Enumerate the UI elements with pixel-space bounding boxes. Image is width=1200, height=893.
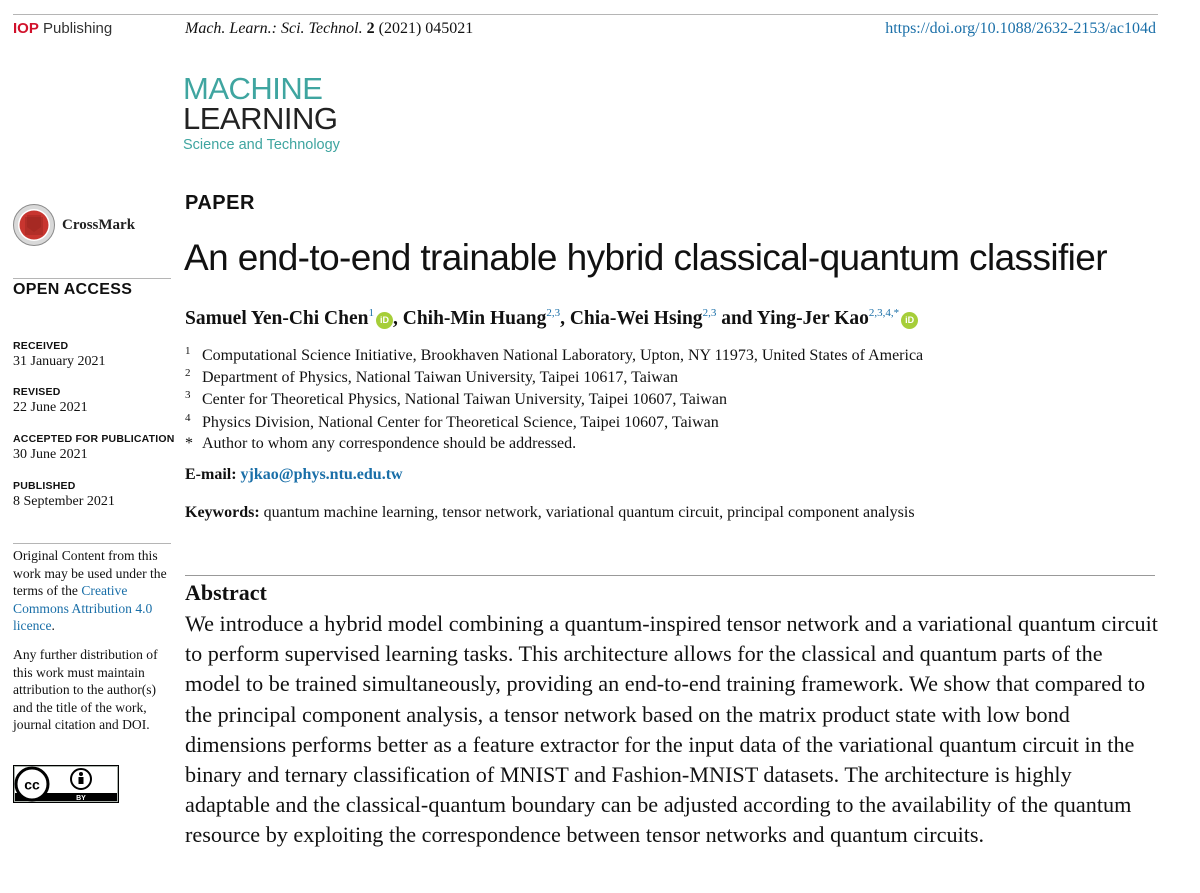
author-separator: , (560, 308, 570, 329)
affiliation-mark: 4 (185, 412, 191, 424)
doi-link[interactable]: https://doi.org/10.1088/2632-2153/ac104d (885, 20, 1156, 37)
publisher-word: Publishing (43, 20, 113, 37)
journal-abbrev: Mach. Learn.: Sci. Technol. (185, 20, 363, 37)
crossmark-label[interactable]: CrossMark (62, 217, 136, 233)
email-label: E-mail: (185, 466, 237, 483)
accepted-date: 30 June 2021 (13, 447, 88, 462)
affiliation-text: Physics Division, National Center for Theoretical Science, Taipei 10607, Taiwan (202, 414, 719, 431)
journal-logo[interactable] (183, 73, 340, 153)
header-divider (13, 14, 1158, 15)
license-suffix: . (51, 618, 55, 633)
author-separator: , (392, 308, 403, 329)
email-link[interactable]: yjkao@phys.ntu.edu.tw (240, 466, 403, 483)
orcid-icon[interactable]: iD (901, 312, 918, 329)
article-title: An end-to-end trainable hybrid classical-quantum classifier (184, 237, 1107, 278)
license-prefix: Original Content from this work may be used under the terms of the (13, 548, 167, 598)
author-affiliation-sup: 2,3 (702, 307, 717, 319)
affiliation-mark: 1 (185, 345, 191, 357)
author-name[interactable]: Ying-Jer Kao (756, 308, 869, 329)
author-separator: and (716, 308, 757, 329)
journal-logo-line1: MACHINE (183, 71, 323, 106)
publisher-brand: IOP (13, 20, 39, 37)
cc-license-link[interactable]: Creative Commons Attribution 4.0 licence (13, 583, 153, 633)
journal-logo-subtitle: Science and Technology (183, 137, 340, 153)
accepted-label: ACCEPTED FOR PUBLICATION (13, 433, 175, 445)
affiliation-mark: 3 (185, 389, 191, 401)
publisher-logo[interactable] (13, 20, 112, 37)
license-statement (13, 547, 173, 635)
affiliation-2 (185, 367, 678, 387)
author-entry (185, 308, 403, 329)
received-label: RECEIVED (13, 340, 69, 352)
journal-logo-line2: LEARNING (183, 101, 338, 136)
author-entry (757, 308, 918, 329)
svg-text:cc: cc (24, 776, 40, 793)
cc-by-label: BY (76, 795, 86, 802)
published-date: 8 September 2021 (13, 494, 115, 509)
article-type-label: PAPER (185, 192, 255, 214)
affiliation-text: Computational Science Initiative, Brookhaven National Laboratory, Upton, NY 11973, United States of America (202, 347, 924, 364)
affiliation-3 (185, 389, 727, 409)
open-access-label: OPEN ACCESS (13, 281, 133, 298)
author-entry (570, 308, 757, 329)
affiliation-4 (185, 412, 719, 432)
author-list (185, 307, 918, 330)
journal-citation (185, 20, 473, 38)
abstract-divider (185, 575, 1155, 576)
affiliation-text: Center for Theoretical Physics, National Taiwan University, Taipei 10607, Taiwan (202, 391, 727, 408)
author-affiliation-sup: 2,3 (546, 307, 561, 319)
affiliation-mark: * (185, 435, 193, 452)
affiliation-mark: 2 (185, 367, 191, 379)
distribution-statement: Any further distribution of this work must maintain attribution to the author(s) and the title of the work, journal citation and DOI. (13, 647, 158, 732)
author-name[interactable]: Samuel Yen-Chi Chen (185, 308, 369, 329)
author-name[interactable]: Chia-Wei Hsing (569, 308, 703, 329)
author-affiliation-sup: 2,3,4,* (868, 307, 900, 319)
revised-label: REVISED (13, 386, 61, 398)
correspondence-note (185, 435, 576, 453)
author-entry (403, 308, 570, 329)
abstract-heading: Abstract (185, 580, 267, 605)
cc-by-icon[interactable] (13, 765, 119, 803)
sidebar-divider (13, 543, 171, 544)
affiliation-1 (185, 345, 923, 365)
received-date: 31 January 2021 (13, 354, 106, 369)
keywords-text: quantum machine learning, tensor network, variational quantum circuit, principal component analysis (263, 504, 915, 521)
affiliation-text: Department of Physics, National Taiwan University, Taipei 10617, Taiwan (202, 369, 678, 386)
revised-date: 22 June 2021 (13, 400, 88, 415)
keywords-label: Keywords: (185, 504, 260, 521)
author-name[interactable]: Chih-Min Huang (402, 308, 547, 329)
sidebar-divider (13, 278, 171, 279)
author-affiliation-sup: 1 (368, 307, 374, 319)
published-label: PUBLISHED (13, 480, 76, 492)
orcid-icon[interactable]: iD (376, 312, 393, 329)
email-line (185, 466, 403, 484)
affiliation-text: Author to whom any correspondence should be addressed. (202, 435, 577, 452)
abstract-text: We introduce a hybrid model combining a quantum-inspired tensor network and a variational quantum circuit to perform supervised learning tasks. This architecture allows for the classical and quantum parts of the model to be trained simultaneously, providing an end-to-end training framework. We show that compared to the principal component analysis, a tensor network based on the matrix product state with low bond dimensions performs better as a feature extractor for the input data of the variational quantum circuit in the binary and ternary classification of MNIST and Fashion-MNIST datasets. The architecture is highly adaptable and the classical-quantum boundary can be adjusted according to the availability of the quantum resource by exploiting the correspondence between tensor networks and quantum circuits. (185, 611, 1158, 848)
journal-year-article: (2021) 045021 (378, 20, 474, 37)
keywords-line (185, 504, 915, 522)
journal-volume: 2 (366, 20, 375, 37)
